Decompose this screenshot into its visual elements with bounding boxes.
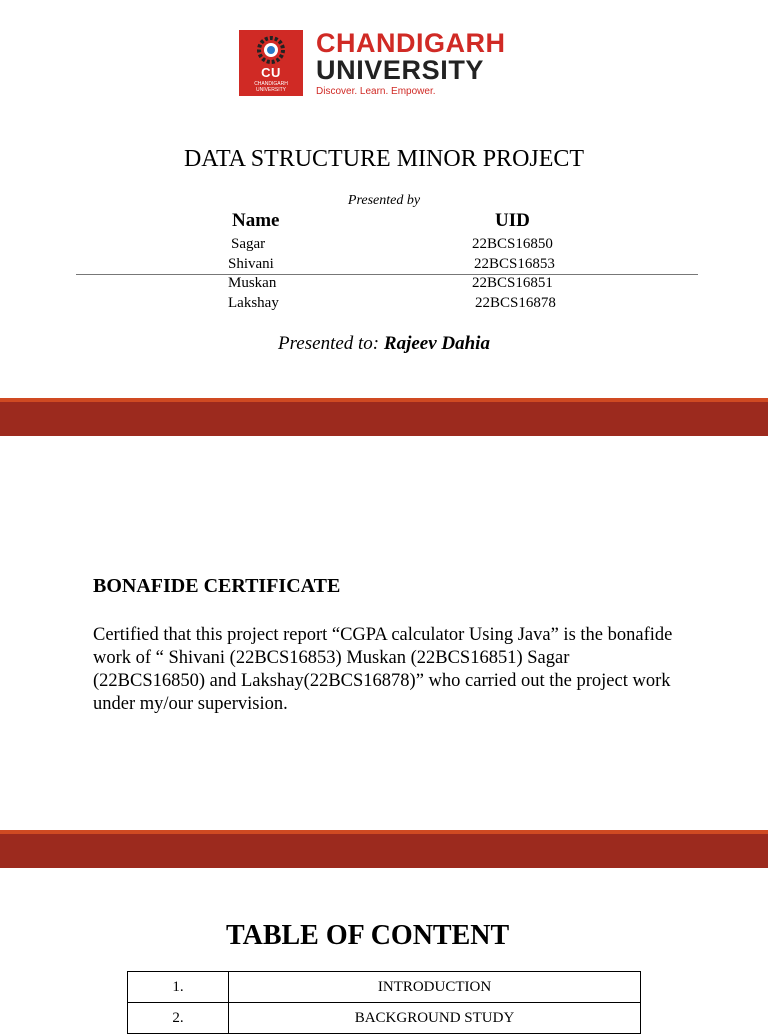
emblem-cu-text: CU [261, 65, 281, 80]
member-name: Muskan [228, 275, 277, 291]
toc-heading: TABLE OF CONTENT [226, 920, 510, 951]
member-uid: 22BCS16878 [475, 295, 556, 311]
presented-to-name: Rajeev Dahia [383, 333, 490, 354]
name-column-header: Name [232, 210, 280, 231]
presented-to-line [0, 333, 768, 355]
presented-by-label: Presented by [347, 193, 421, 208]
member-name: Lakshay [228, 295, 279, 311]
page-separator-band [0, 398, 768, 436]
page-title: DATA STRUCTURE MINOR PROJECT [183, 146, 585, 172]
member-name: Sagar [231, 236, 266, 252]
member-uid: 22BCS16851 [472, 275, 553, 291]
uid-column-header: UID [495, 210, 530, 231]
university-emblem [239, 30, 303, 96]
certificate-body: Certified that this project report “CGPA calculator Using Java” is the bonafide work of “ Shivani (22BCS16853) Muskan (22BCS16851) Sagar (22BCS16850) and Lakshay(22BCS16878)” who carried out the project work under my/our supervision. [93, 625, 673, 714]
divider-line [76, 274, 698, 275]
page-separator-band [0, 830, 768, 868]
toc-title: INTRODUCTION [229, 972, 641, 1003]
university-logo [239, 30, 531, 98]
toc-title: BACKGROUND STUDY [229, 1003, 641, 1034]
member-uid: 22BCS16850 [472, 236, 553, 252]
emblem-subtext: CHANDIGARH UNIVERSITY [254, 81, 288, 93]
table-row [128, 1003, 641, 1034]
toc-number: 2. [128, 1003, 229, 1034]
toc-number: 1. [128, 972, 229, 1003]
logo-word-university: UNIVERSITY [316, 55, 485, 85]
member-uid: 22BCS16853 [474, 256, 555, 272]
presented-to-label: Presented to: [278, 333, 380, 354]
toc-table [127, 971, 641, 1034]
certificate-heading: BONAFIDE CERTIFICATE [93, 575, 341, 597]
gear-emblem-icon [251, 33, 291, 67]
logo-tagline: Discover. Learn. Empower. [316, 86, 436, 97]
table-row [128, 972, 641, 1003]
logo-word-chandigarh: CHANDIGARH [316, 28, 506, 58]
member-name: Shivani [228, 256, 274, 272]
